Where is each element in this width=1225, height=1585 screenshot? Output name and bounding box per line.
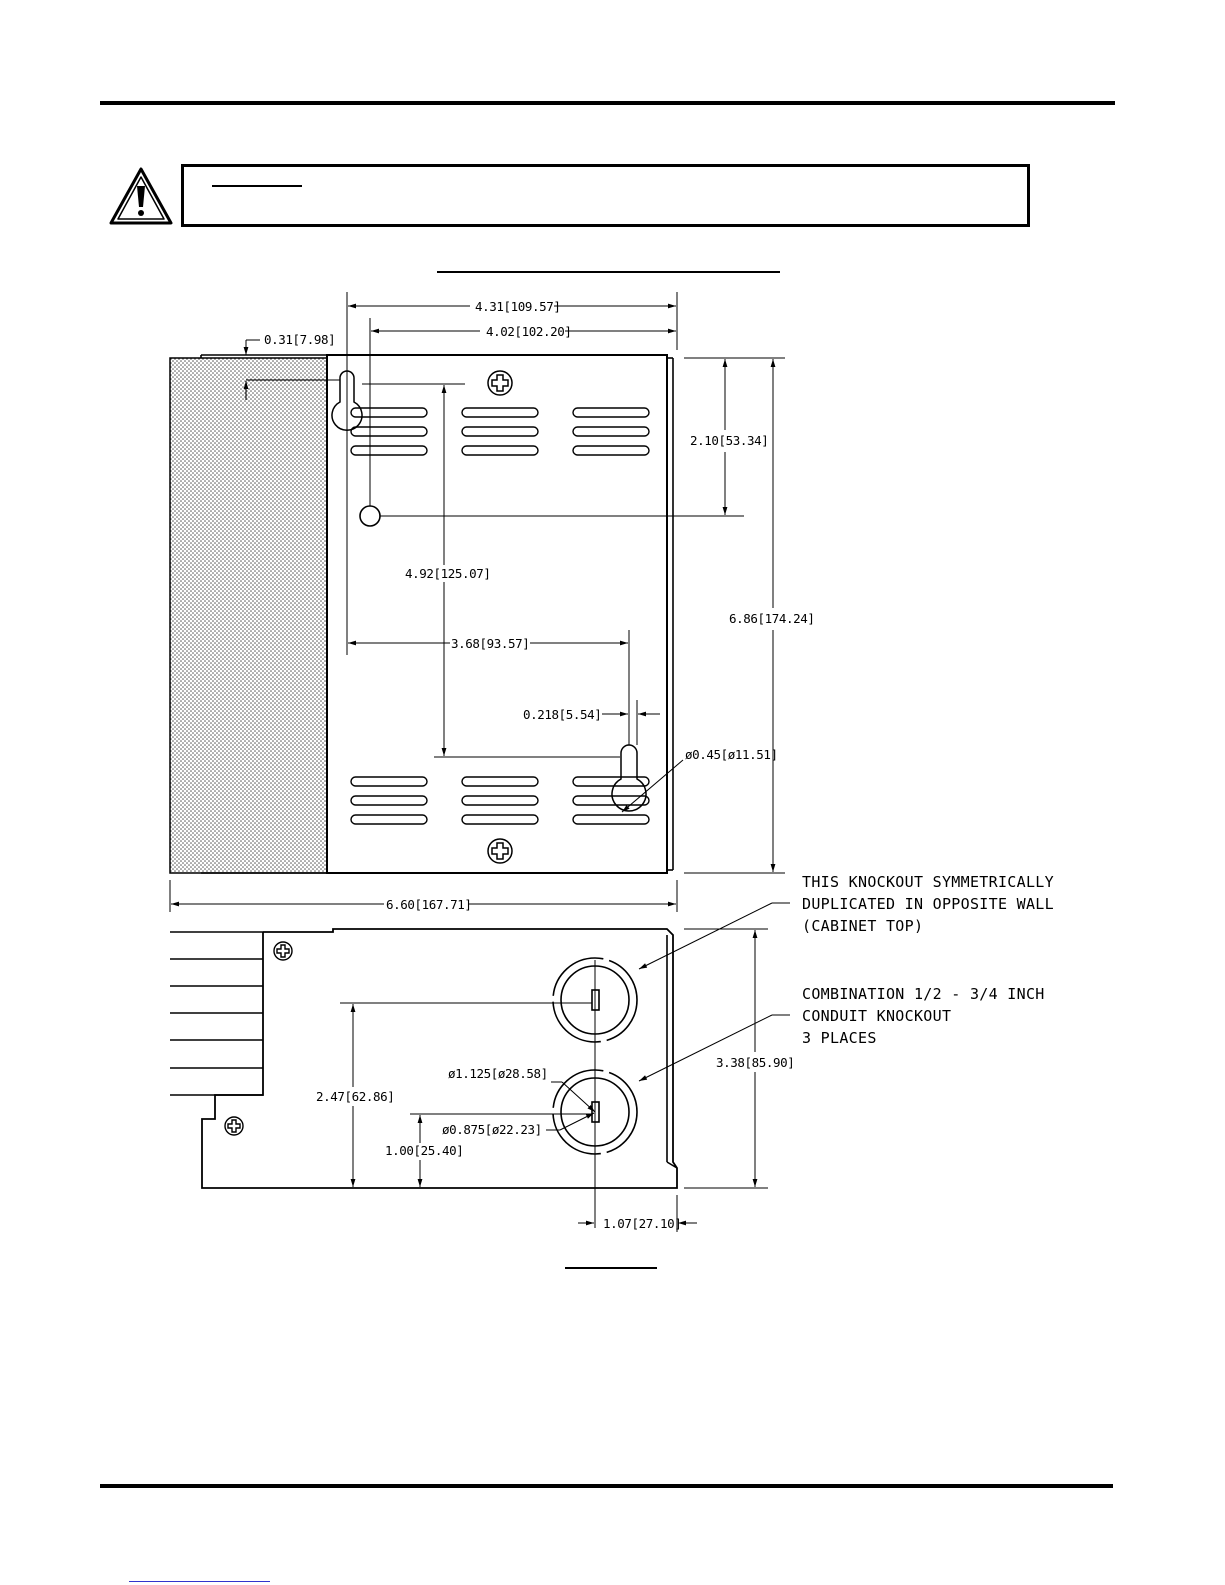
dim-keyhole-vertical: 4.92[125.07] bbox=[405, 566, 491, 581]
dim-heatsink-offset: 0.31[7.98] bbox=[264, 332, 336, 347]
dim-knockout-height-upper: 2.47[62.86] bbox=[316, 1089, 395, 1104]
note-conduit-line-3: 3 PLACES bbox=[802, 1029, 877, 1047]
dim-slot-width: 0.218[5.54] bbox=[523, 707, 602, 722]
drawing-notes bbox=[802, 873, 1054, 1047]
screw-icon-side-top bbox=[274, 942, 292, 960]
figure-caption-underline bbox=[565, 1267, 657, 1269]
dim-overall-width: 4.31[109.57] bbox=[475, 299, 561, 314]
dim-keyhole-horizontal: 3.68[93.57] bbox=[451, 636, 530, 651]
screw-icon-top bbox=[488, 371, 512, 395]
dim-overall-height: 6.86[174.24] bbox=[729, 611, 815, 626]
dim-total-width: 6.60[167.71] bbox=[386, 897, 472, 912]
mounting-hole bbox=[360, 506, 380, 526]
note-conduit-line-2: CONDUIT KNOCKOUT bbox=[802, 1007, 952, 1025]
note-symmetric-line-3: (CABINET TOP) bbox=[802, 917, 924, 935]
dim-hole-spacing-width: 4.02[102.20] bbox=[486, 324, 572, 339]
note-symmetric-line-2: DUPLICATED IN OPPOSITE WALL bbox=[802, 895, 1054, 913]
note-conduit-line-1: COMBINATION 1/2 - 3/4 INCH bbox=[802, 985, 1045, 1003]
keyhole-bottom bbox=[612, 745, 646, 811]
vent-slots-top bbox=[351, 408, 649, 455]
dim-keyhole-diameter: ø0.45[ø11.51] bbox=[685, 747, 778, 762]
footer-link-underline[interactable] bbox=[129, 1581, 270, 1582]
front-view bbox=[170, 355, 673, 873]
heatsink-fins bbox=[170, 358, 327, 873]
screw-icon-side-bottom bbox=[225, 1117, 243, 1135]
heatsink-fins-side bbox=[170, 932, 263, 1095]
screw-icon-bottom bbox=[488, 839, 512, 863]
dim-knockout-offset: 1.07[27.10] bbox=[603, 1216, 682, 1231]
note-symmetric-line-1: THIS KNOCKOUT SYMMETRICALLY bbox=[802, 873, 1054, 891]
vent-slots-bottom bbox=[351, 777, 649, 824]
dim-knockout-inner-diameter: ø0.875[ø22.23] bbox=[442, 1122, 542, 1137]
dim-knockout-height-lower: 1.00[25.40] bbox=[385, 1143, 464, 1158]
dim-hole-height: 2.10[53.34] bbox=[690, 433, 769, 448]
dim-knockout-outer-diameter: ø1.125[ø28.58] bbox=[448, 1066, 548, 1081]
dim-side-depth: 3.38[85.90] bbox=[716, 1055, 795, 1070]
